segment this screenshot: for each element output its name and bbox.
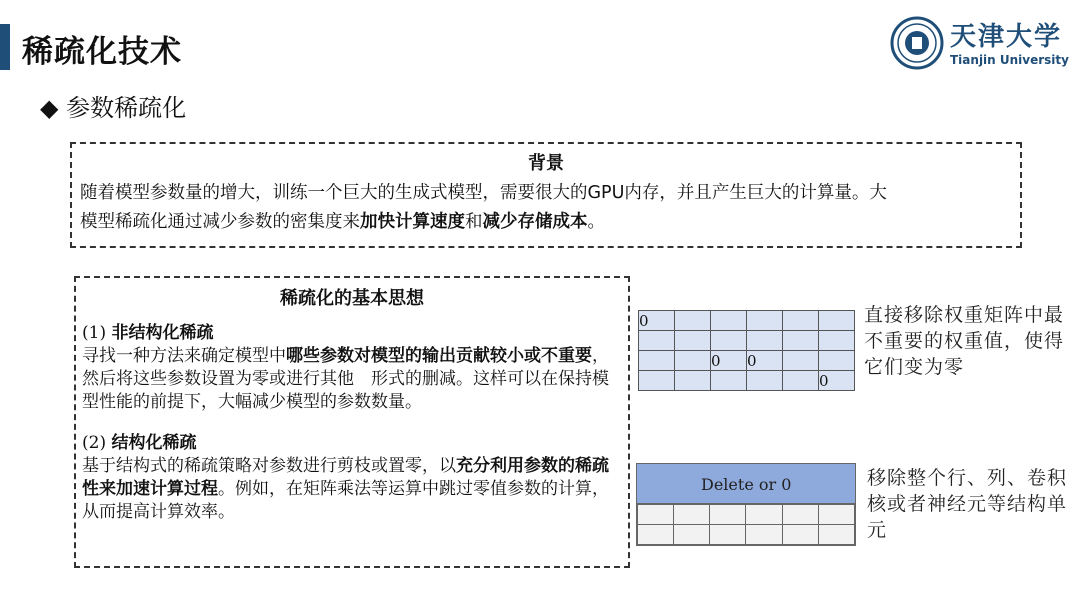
sparse-matrix-structured: [636, 463, 856, 546]
matrix-cell: [747, 311, 783, 331]
matrix-cell: 0: [747, 351, 783, 371]
matrix-cell: [818, 505, 854, 525]
background-line2-c: 和: [465, 212, 483, 232]
structured-note: 移除整个行、列、卷积核或者神经元等结构单元: [867, 467, 1068, 541]
matrix-cell: [710, 505, 746, 525]
matrix-row: [639, 331, 855, 351]
structured-highlight: 充分利用参数的稀疏性来加速计算过程: [82, 456, 609, 499]
matrix-cell: [819, 331, 855, 351]
university-seal-icon: [890, 16, 944, 70]
structured-section: [76, 432, 628, 524]
matrix-cell: [746, 505, 782, 525]
unstructured-body: [82, 345, 622, 414]
background-box: [70, 142, 1022, 248]
matrix-cell: [783, 311, 819, 331]
matrix-cell: [675, 311, 711, 331]
university-name-cn: 天津大学: [950, 22, 1063, 52]
unstructured-highlight: 哪些参数对模型的输出贡献较小或不重要: [286, 346, 592, 366]
matrix-cell: [675, 351, 711, 371]
matrix-cell: [639, 351, 675, 371]
matrix-row: [638, 505, 855, 525]
remaining-rows: [637, 504, 855, 545]
matrix-cell: [675, 331, 711, 351]
unstructured-title: [82, 322, 622, 345]
page-title: 稀疏化技术: [22, 34, 182, 70]
background-line2-a: 模型稀疏化通过减少参数的密集度来: [80, 212, 360, 232]
matrix-row: [639, 371, 855, 391]
matrix-cell: 0: [639, 311, 675, 331]
unstructured-p3: ，然后将这些参数设置为零或进行其他 形式的删减。这样可以在保持模型性能的前提下，大幅减少模型的参数数量。: [82, 346, 609, 412]
matrix-cell: [782, 525, 818, 545]
matrix-cell: [819, 311, 855, 331]
structured-p3: 。例如，在矩阵乘法等运算中跳过零值参数的计算，从而提高计算效率。: [82, 479, 609, 522]
background-heading: 背景: [528, 153, 564, 174]
matrix-cell: [782, 505, 818, 525]
unstructured-section: [76, 322, 628, 414]
basic-idea-heading: 稀疏化的基本思想: [280, 288, 424, 309]
title-accent-bar: [0, 24, 10, 70]
matrix-cell: [639, 331, 675, 351]
unstructured-note: 直接移除权重矩阵中最不重要的权重值，使得它们变为零: [864, 304, 1065, 378]
highlight-speed: 加快计算速度: [360, 212, 465, 232]
background-line2-e: 。: [587, 212, 605, 232]
matrix-cell: [818, 525, 854, 545]
structured-p1: 基于结构式的稀疏策略对参数进行剪枝或置零，以: [82, 456, 456, 476]
matrix-cell: [747, 331, 783, 351]
matrix-cell: [819, 351, 855, 371]
matrix-cell: [746, 525, 782, 545]
structured-body: [82, 455, 622, 524]
background-line1: 随着模型参数量的增大，训练一个巨大的生成式模型，需要很大的GPU内存，并且产生巨大的计算量。大: [80, 183, 887, 203]
matrix-cell: [711, 331, 747, 351]
structured-title-text: 结构化稀疏: [111, 433, 197, 453]
matrix-cell: [675, 371, 711, 391]
highlight-storage: 减少存储成本: [482, 212, 588, 232]
matrix-cell: [783, 351, 819, 371]
matrix-cell: 0: [819, 371, 855, 391]
matrix-cell: [674, 525, 710, 545]
sparse-matrix-unstructured: [638, 310, 855, 391]
matrix-row: [638, 525, 855, 545]
matrix-cell: [638, 505, 674, 525]
matrix-row: [639, 311, 855, 331]
basic-idea-box: [74, 276, 630, 568]
matrix-cell: [674, 505, 710, 525]
matrix-cell: [638, 525, 674, 545]
unstructured-p1: 寻找一种方法来确定模型中: [82, 346, 286, 366]
background-text: [72, 175, 1020, 237]
matrix-cell: [711, 311, 747, 331]
structured-title: [82, 432, 622, 455]
delete-label: Delete or 0: [701, 475, 792, 494]
university-name-en: Tianjin University: [950, 53, 1069, 67]
matrix-cell: [639, 371, 675, 391]
structured-num: (2): [82, 433, 112, 453]
university-logo: [890, 16, 1070, 72]
matrix-row: [639, 351, 855, 371]
section-subtitle: ◆ 参数稀疏化: [40, 94, 187, 122]
matrix-cell: 0: [711, 351, 747, 371]
deleted-row-block: [637, 464, 855, 504]
matrix-cell: [710, 525, 746, 545]
matrix-cell: [783, 331, 819, 351]
unstructured-num: (1): [82, 323, 112, 343]
matrix-cell: [783, 371, 819, 391]
unstructured-title-text: 非结构化稀疏: [111, 323, 214, 343]
matrix-cell: [747, 371, 783, 391]
matrix-cell: [711, 371, 747, 391]
